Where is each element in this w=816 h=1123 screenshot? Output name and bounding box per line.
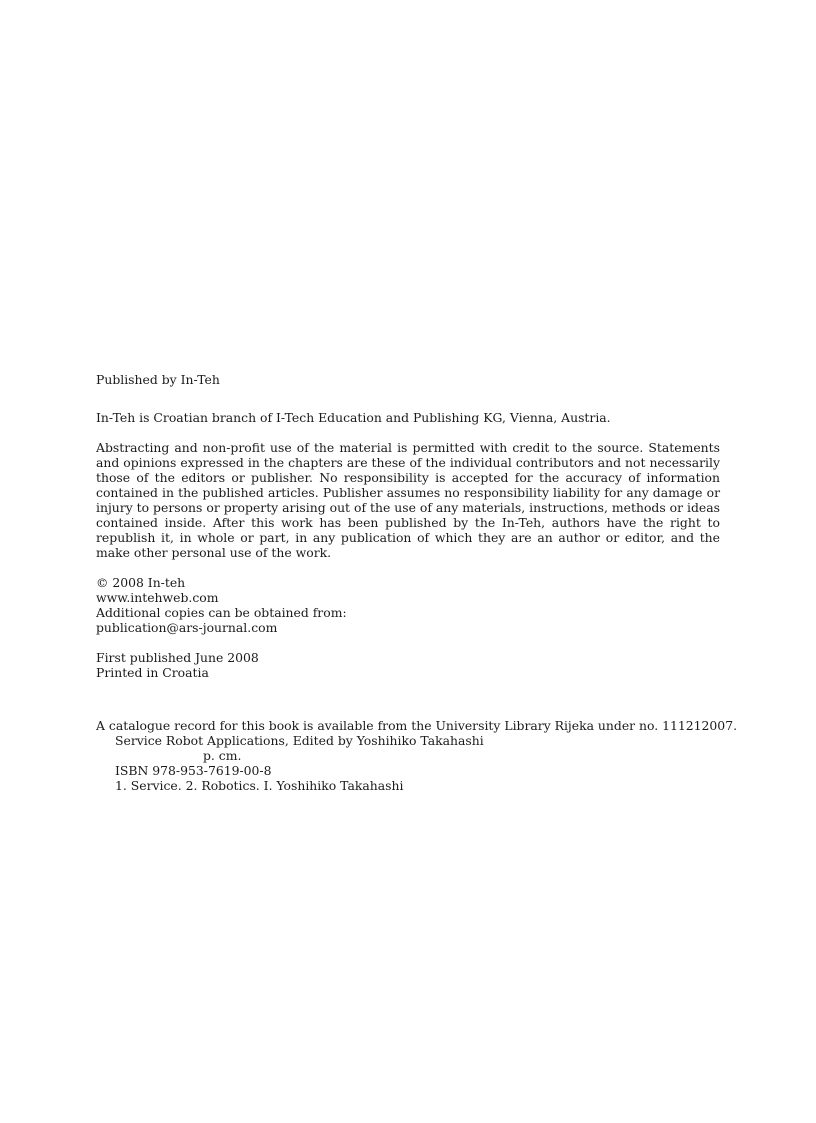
catalogue-record (96, 718, 738, 793)
publication-info (96, 650, 720, 680)
catalogue-statement: A catalogue record for this book is available from the University Library Rijeka under no. 111212007. (96, 718, 738, 733)
catalogue-pcm: p. cm. (203, 748, 242, 763)
first-published: First published June 2008 (96, 650, 259, 665)
copies-label: Additional copies can be obtained from: (96, 605, 347, 620)
catalogue-isbn: ISBN 978-953-7619-00-8 (115, 763, 272, 778)
disclaimer-paragraph: Abstracting and non-profit use of the material is permitted with credit to the source. Statements and opinions expressed in the chapters are these of the individual contributors and not necessarily those of the editors or publisher. No responsibility is accepted for the accuracy of information contained in the published articles. Publisher assumes no responsibility liability for any damage or injury to persons or property arising out of the use of any materials, instructions, methods or ideas contained inside. After this work has been published by the In-Teh, authors have the right to republish it, in whole or part, in any publication of which they are an author or editor, and the make other personal use of the work. (96, 440, 720, 560)
catalogue-title-line: Service Robot Applications, Edited by Yoshihiko Takahashi (115, 733, 484, 748)
website-link[interactable]: www.intehweb.com (96, 590, 219, 605)
copyright-page (96, 372, 738, 793)
published-by: Published by In-Teh (96, 372, 220, 387)
printed-in: Printed in Croatia (96, 665, 209, 680)
copyright-notice: © 2008 In-teh (96, 575, 186, 590)
contact-block (96, 575, 720, 635)
email-link[interactable]: publication@ars-journal.com (96, 620, 278, 635)
branch-statement: In-Teh is Croatian branch of I-Tech Education and Publishing KG, Vienna, Austria. (96, 410, 611, 425)
catalogue-subjects: 1. Service. 2. Robotics. I. Yoshihiko Takahashi (115, 778, 404, 793)
